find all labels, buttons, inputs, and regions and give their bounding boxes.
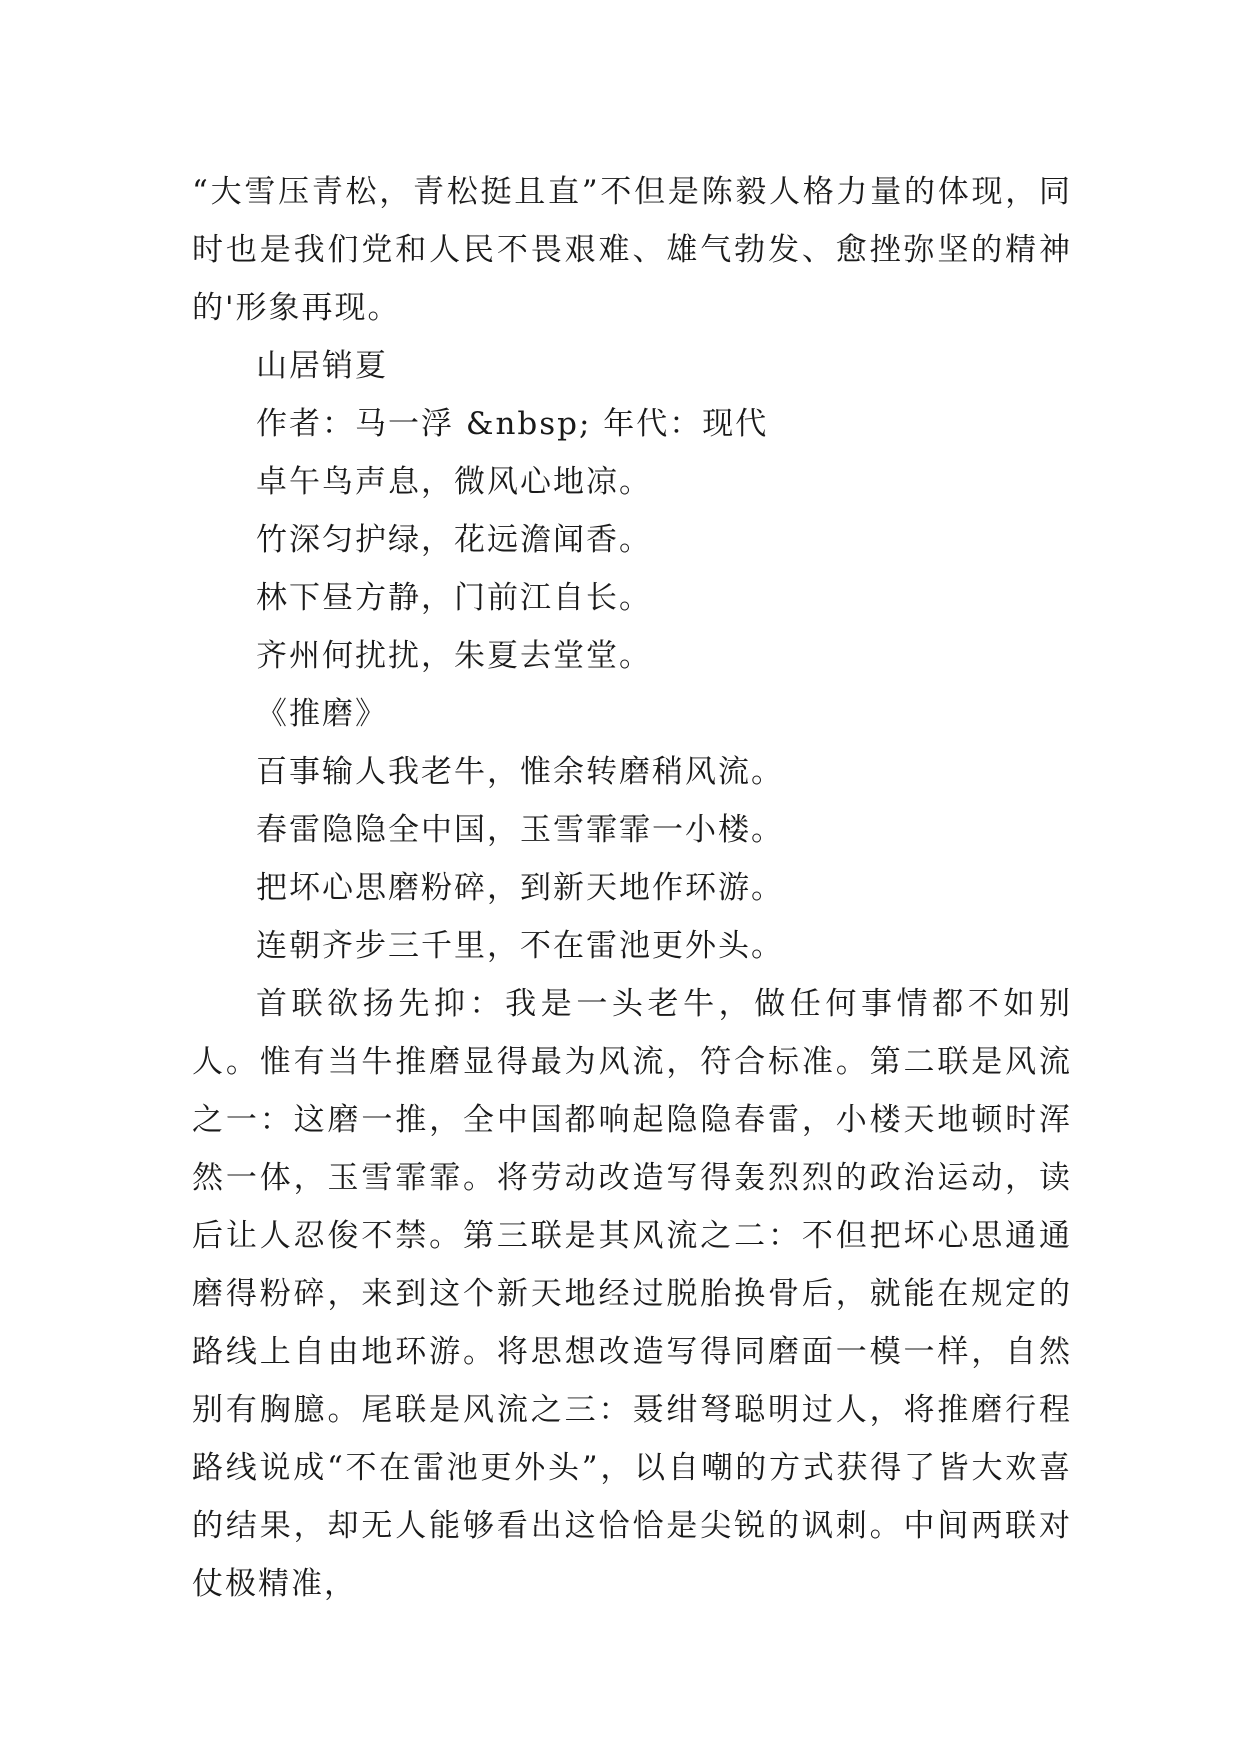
commentary-paragraph: 首联欲扬先抑：我是一头老牛，做任何事情都不如别人。惟有当牛推磨显得最为风流，符合标准。第二联是风流之一：这磨一推，全中国都响起隐隐春雷，小楼天地顿时浑然一体，玉雪霏霏。将劳动改造写得轰烈烈的政治运动，读后让人忍俊不禁。第三联是其风流之二：不但把坏心思通通磨得粉碎，来到这个新天地经过脱胎换骨后，就能在规定的路线上自由地环游。将思想改造写得同磨面一模一样，自然别有胸臆。尾联是风流之三：聂绀弩聪明过人，将推磨行程路线说成“不在雷池更外头”，以自嘲的方式获得了皆大欢喜的结果，却无人能够看出这恰恰是尖锐的讽刺。中间两联对仗极精准， bbox=[192, 986, 1072, 1602]
poem2-title: 《推磨》 bbox=[256, 696, 388, 732]
poem1-line: 卓午鸟声息，微风心地凉。 bbox=[256, 464, 652, 500]
poem2-line: 春雷隐隐全中国，玉雪霏霏一小楼。 bbox=[256, 812, 784, 848]
poem2-line: 百事输人我老牛，惟余转磨稍风流。 bbox=[256, 754, 784, 790]
poem2-line: 连朝齐步三千里，不在雷池更外头。 bbox=[256, 928, 784, 964]
poem1-author-line: 作者：马一浮 &nbsp; 年代：现代 bbox=[256, 406, 769, 442]
document-body bbox=[192, 163, 1072, 1613]
intro-paragraph: “大雪压青松，青松挺且直”不但是陈毅人格力量的体现，同时也是我们党和人民不畏艰难、雄气勃发、愈挫弥坚的精神的'形象再现。 bbox=[192, 174, 1072, 326]
poem1-line: 竹深匀护绿，花远澹闻香。 bbox=[256, 522, 652, 558]
poem1-title: 山居销夏 bbox=[256, 348, 388, 384]
poem1-line: 齐州何扰扰，朱夏去堂堂。 bbox=[256, 638, 652, 674]
poem2-line: 把坏心思磨粉碎，到新天地作环游。 bbox=[256, 870, 784, 906]
poem1-line: 林下昼方静，门前江自长。 bbox=[256, 580, 652, 616]
